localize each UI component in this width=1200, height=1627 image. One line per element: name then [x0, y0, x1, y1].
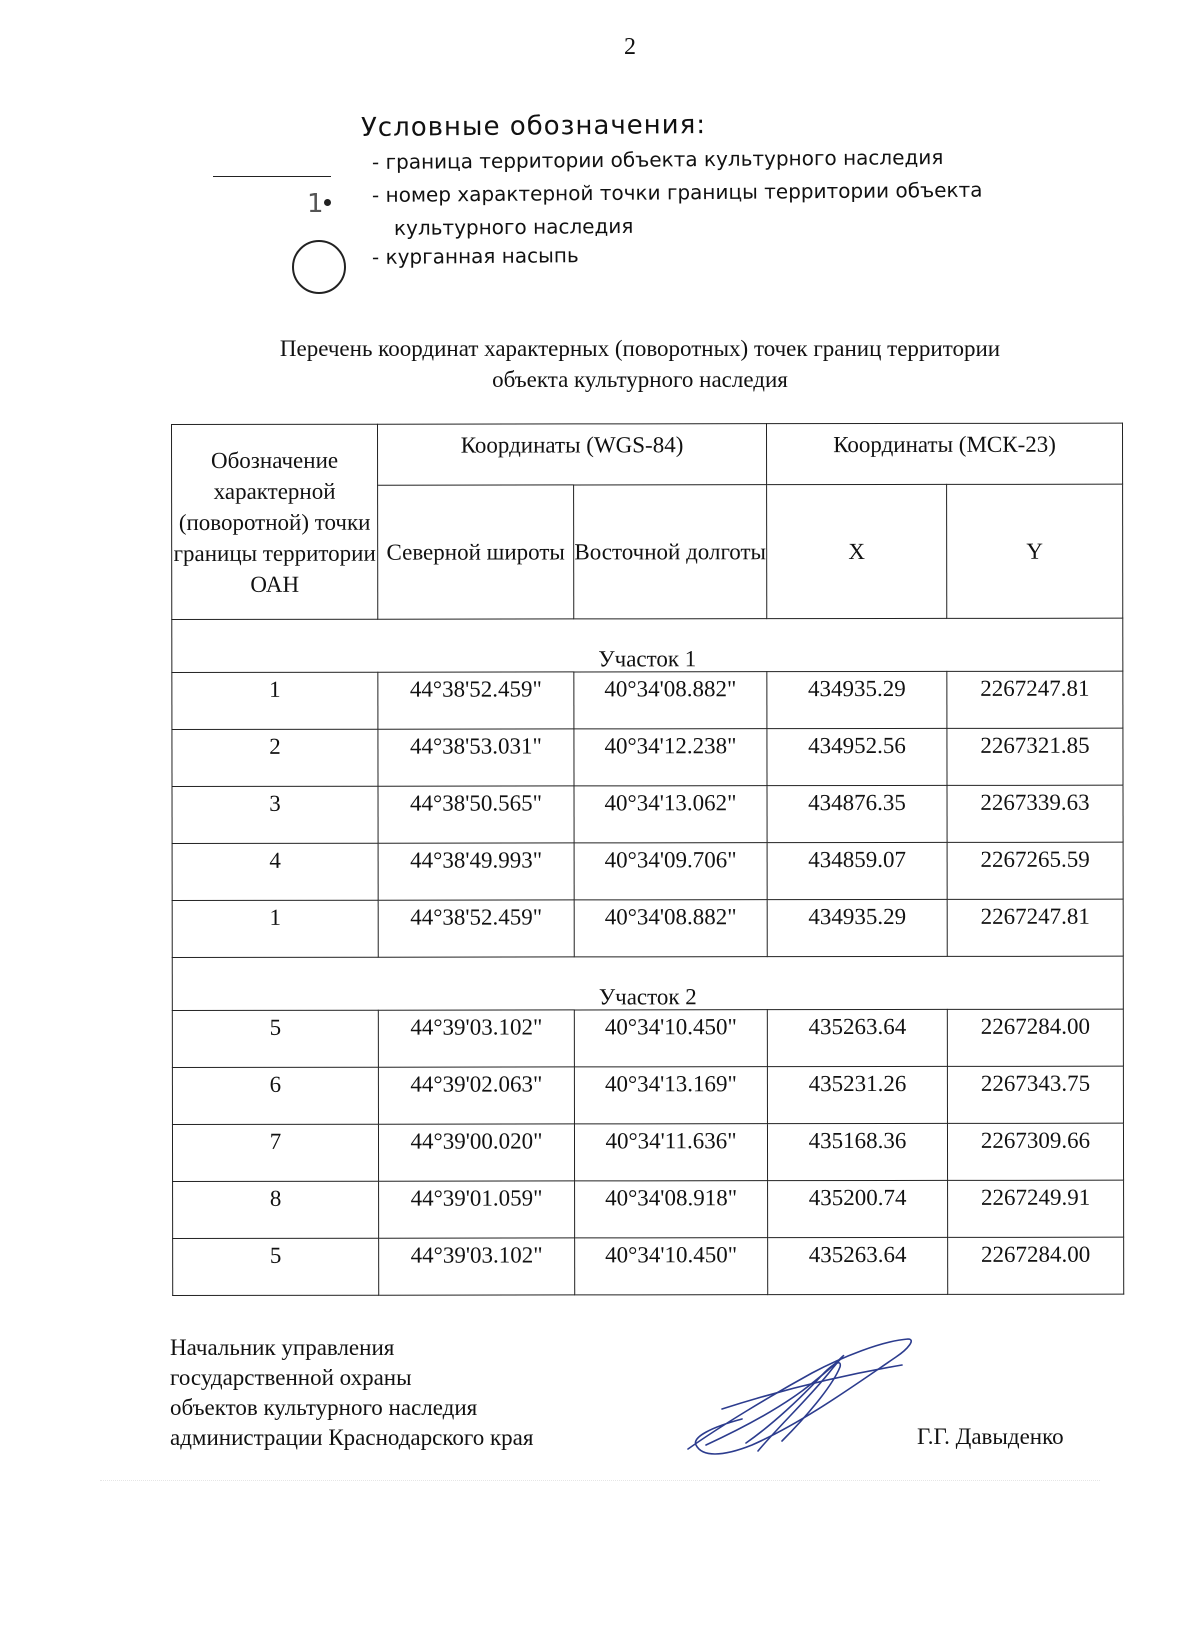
cell-point: 1 — [172, 900, 378, 957]
cell-y: 2267339.63 — [947, 785, 1123, 842]
cell-north: 44°38'50.565" — [378, 786, 574, 843]
table-caption — [180, 333, 1100, 395]
page-number: 2 — [624, 34, 636, 60]
cell-east: 40°34'13.169" — [574, 1067, 767, 1124]
cell-point: 1 — [172, 672, 378, 729]
cell-north: 44°39'03.102" — [379, 1238, 575, 1295]
cell-y: 2267284.00 — [947, 1009, 1123, 1066]
table-row — [172, 1009, 1123, 1067]
header-north-latitude: Северной широты — [378, 485, 574, 619]
header-x: X — [767, 484, 947, 618]
cell-x: 435200.74 — [768, 1180, 948, 1237]
table-caption-line1: Перечень координат характерных (поворотных) точек границ территории — [279, 336, 1001, 361]
cell-point: 5 — [172, 1010, 378, 1067]
scan-artifact-divider — [100, 1480, 1100, 1481]
signatory-title-line: администрации Краснодарского края — [170, 1425, 534, 1450]
section-1 — [172, 618, 1124, 957]
cell-north: 44°38'52.459" — [378, 900, 574, 957]
point-marker-label: 1 — [307, 189, 324, 219]
table-row — [172, 671, 1123, 729]
boundary-line-icon — [213, 176, 331, 177]
section-title: Участок 2 — [172, 956, 1123, 1010]
legend-item-boundary: - граница территории объекта культурного наследия — [371, 145, 944, 174]
cell-x: 435231.26 — [767, 1066, 947, 1123]
signatory-name: Г.Г. Давыденко — [917, 1424, 1064, 1449]
table-row — [172, 1123, 1123, 1181]
cell-north: 44°38'53.031" — [378, 729, 574, 786]
table-row — [172, 728, 1123, 786]
cell-north: 44°39'03.102" — [378, 1010, 574, 1067]
cell-x: 435168.36 — [767, 1123, 947, 1180]
table-row — [172, 842, 1123, 900]
signatory-title-line: объектов культурного наследия — [170, 1395, 478, 1420]
cell-point: 8 — [173, 1181, 379, 1238]
cell-point: 4 — [172, 843, 378, 900]
circle-icon — [292, 240, 346, 294]
header-msk23: Координаты (МСК-23) — [767, 423, 1123, 484]
cell-y: 2267249.91 — [948, 1180, 1124, 1237]
header-designation: Обозначение характерной (поворотной) точки границы территории ОАН — [172, 424, 378, 619]
legend-item-mound: - курганная насыпь — [371, 243, 579, 269]
cell-y: 2267343.75 — [947, 1066, 1123, 1123]
cell-east: 40°34'11.636" — [574, 1124, 767, 1181]
legend-title: Условные обозначения: — [360, 109, 707, 143]
cell-x: 435263.64 — [767, 1009, 947, 1066]
legend-item-point-cont: культурного наследия — [393, 213, 634, 240]
cell-point: 7 — [172, 1124, 378, 1181]
cell-y: 2267321.85 — [947, 728, 1123, 785]
table-row — [173, 1180, 1124, 1238]
table-row — [172, 785, 1123, 843]
cell-y: 2267247.81 — [947, 671, 1123, 728]
cell-point: 6 — [172, 1067, 378, 1124]
cell-x: 434935.29 — [767, 899, 947, 956]
coordinates-table — [171, 423, 1124, 1296]
header-east-longitude: Восточной долготы — [574, 485, 767, 619]
header-y: Y — [947, 484, 1123, 618]
cell-point: 3 — [172, 786, 378, 843]
cell-x: 434952.56 — [767, 728, 947, 785]
cell-x: 434935.29 — [767, 671, 947, 728]
cell-x: 434876.35 — [767, 785, 947, 842]
cell-east: 40°34'13.062" — [574, 786, 767, 843]
cell-y: 2267247.81 — [947, 899, 1123, 956]
cell-east: 40°34'10.450" — [575, 1238, 768, 1295]
cell-north: 44°39'00.020" — [378, 1124, 574, 1181]
section-title: Участок 1 — [172, 618, 1123, 672]
table-row — [173, 1237, 1124, 1295]
signatory-title-line: государственной охраны — [170, 1365, 412, 1390]
signatory-title-line: Начальник управления — [170, 1335, 395, 1360]
cell-east: 40°34'12.238" — [574, 729, 767, 786]
cell-north: 44°39'02.063" — [378, 1067, 574, 1124]
cell-north: 44°38'52.459" — [378, 672, 574, 729]
point-marker-icon — [324, 199, 331, 206]
table-header — [172, 423, 1123, 619]
cell-east: 40°34'09.706" — [574, 843, 767, 900]
cell-east: 40°34'10.450" — [574, 1010, 767, 1067]
cell-east: 40°34'08.882" — [574, 900, 767, 957]
legend-item-point: - номер характерной точки границы территории объекта — [371, 177, 983, 207]
cell-east: 40°34'08.918" — [575, 1181, 768, 1238]
cell-y: 2267309.66 — [947, 1123, 1123, 1180]
table-row — [172, 899, 1123, 957]
signatory-title — [170, 1333, 533, 1453]
cell-y: 2267284.00 — [948, 1237, 1124, 1294]
table-row — [172, 1066, 1123, 1124]
cell-x: 434859.07 — [767, 842, 947, 899]
section-2 — [172, 956, 1124, 1295]
cell-north: 44°39'01.059" — [379, 1181, 575, 1238]
cell-point: 2 — [172, 729, 378, 786]
cell-east: 40°34'08.882" — [574, 672, 767, 729]
cell-y: 2267265.59 — [947, 842, 1123, 899]
table-caption-line2: объекта культурного наследия — [492, 367, 788, 392]
cell-x: 435263.64 — [768, 1237, 948, 1294]
cell-north: 44°38'49.993" — [378, 843, 574, 900]
header-wgs84: Координаты (WGS-84) — [378, 424, 767, 486]
handwritten-signature-icon — [682, 1333, 922, 1473]
cell-point: 5 — [173, 1238, 379, 1295]
